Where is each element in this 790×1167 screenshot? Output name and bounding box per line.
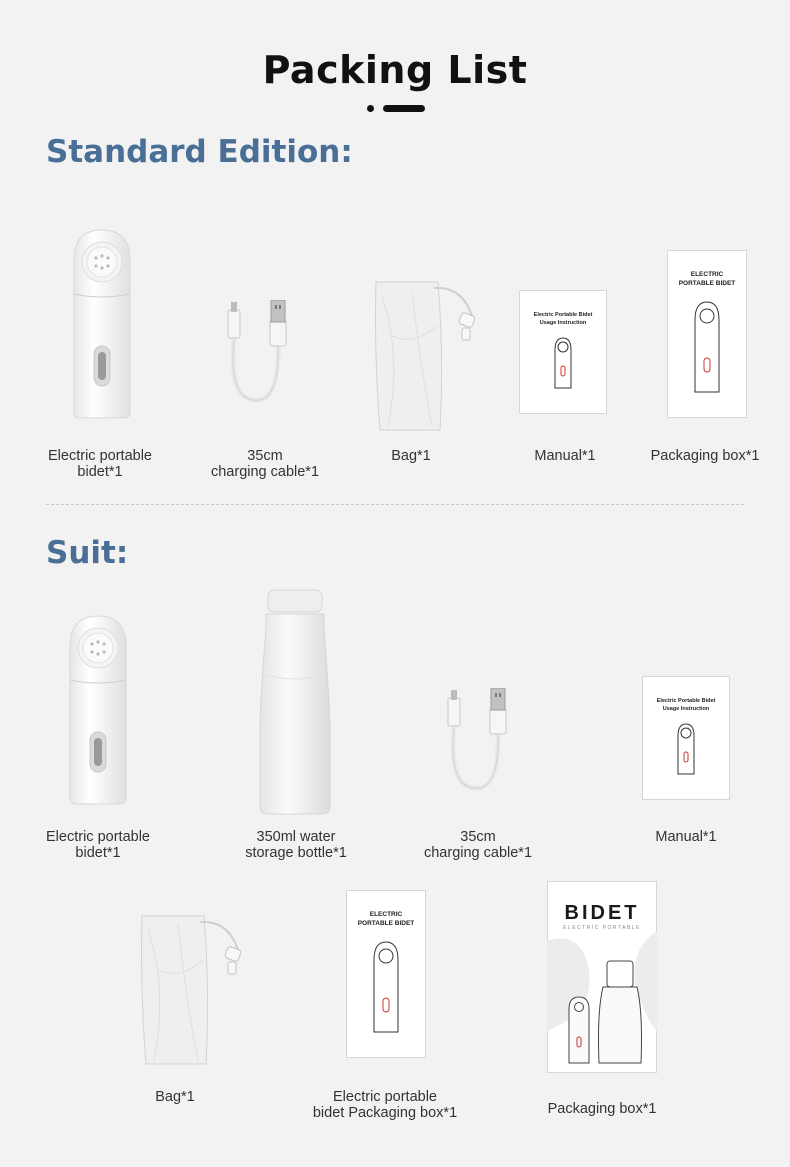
suit-caption-large-packaging-box: Packaging box*1 xyxy=(547,1101,657,1117)
manual-title-1: Electric Portable Bidet xyxy=(533,312,593,318)
suit-box-text-2: PORTABLE BIDET xyxy=(357,920,415,927)
suit-charging-cable-image xyxy=(442,688,514,796)
title-decoration xyxy=(367,104,427,112)
suit-large-packaging-box-image xyxy=(547,881,657,1073)
page-title: Packing List xyxy=(262,48,528,92)
bidet-device-image xyxy=(70,228,134,420)
suit-drawstring-bag-image xyxy=(138,910,246,1068)
suit-caption-bottle: 350ml water storage bottle*1 xyxy=(245,829,347,861)
drawstring-bag-image xyxy=(372,276,480,434)
caption-bag: Bag*1 xyxy=(391,448,431,464)
packaging-box-image xyxy=(667,250,747,418)
suit-manual-title-2: Usage Instruction xyxy=(662,706,710,712)
suit-heading: Suit: xyxy=(46,535,129,571)
section-divider xyxy=(46,504,744,505)
box-text-1: ELECTRIC xyxy=(690,271,724,278)
suit-bidet-packaging-box-image xyxy=(346,890,426,1058)
suit-caption-cable: 35cm charging cable*1 xyxy=(423,829,533,861)
big-box-sub: ELECTRIC PORTABLE xyxy=(563,925,641,931)
manual-image xyxy=(519,290,607,414)
standard-edition-heading: Standard Edition: xyxy=(46,134,353,170)
box-text-2: PORTABLE BIDET xyxy=(678,280,736,287)
caption-bidet: Electric portable bidet*1 xyxy=(48,448,152,480)
charging-cable-image xyxy=(222,300,294,408)
caption-cable: 35cm charging cable*1 xyxy=(210,448,320,480)
suit-caption-bag: Bag*1 xyxy=(155,1089,195,1105)
caption-manual: Manual*1 xyxy=(534,448,596,464)
manual-title-2: Usage Instruction xyxy=(539,320,587,326)
suit-caption-bidet: Electric portable bidet*1 xyxy=(46,829,150,861)
suit-manual-image xyxy=(642,676,730,800)
suit-caption-bidet-packaging-box: Electric portable bidet Packaging box*1 xyxy=(312,1089,458,1121)
big-box-brand: BIDET xyxy=(564,902,640,924)
suit-manual-title-1: Electric Portable Bidet xyxy=(656,698,716,704)
caption-packaging-box: Packaging box*1 xyxy=(650,448,760,464)
suit-caption-manual: Manual*1 xyxy=(655,829,717,845)
water-bottle-image xyxy=(254,588,336,818)
suit-bidet-device-image xyxy=(66,614,130,806)
suit-box-text-1: ELECTRIC xyxy=(369,911,403,918)
